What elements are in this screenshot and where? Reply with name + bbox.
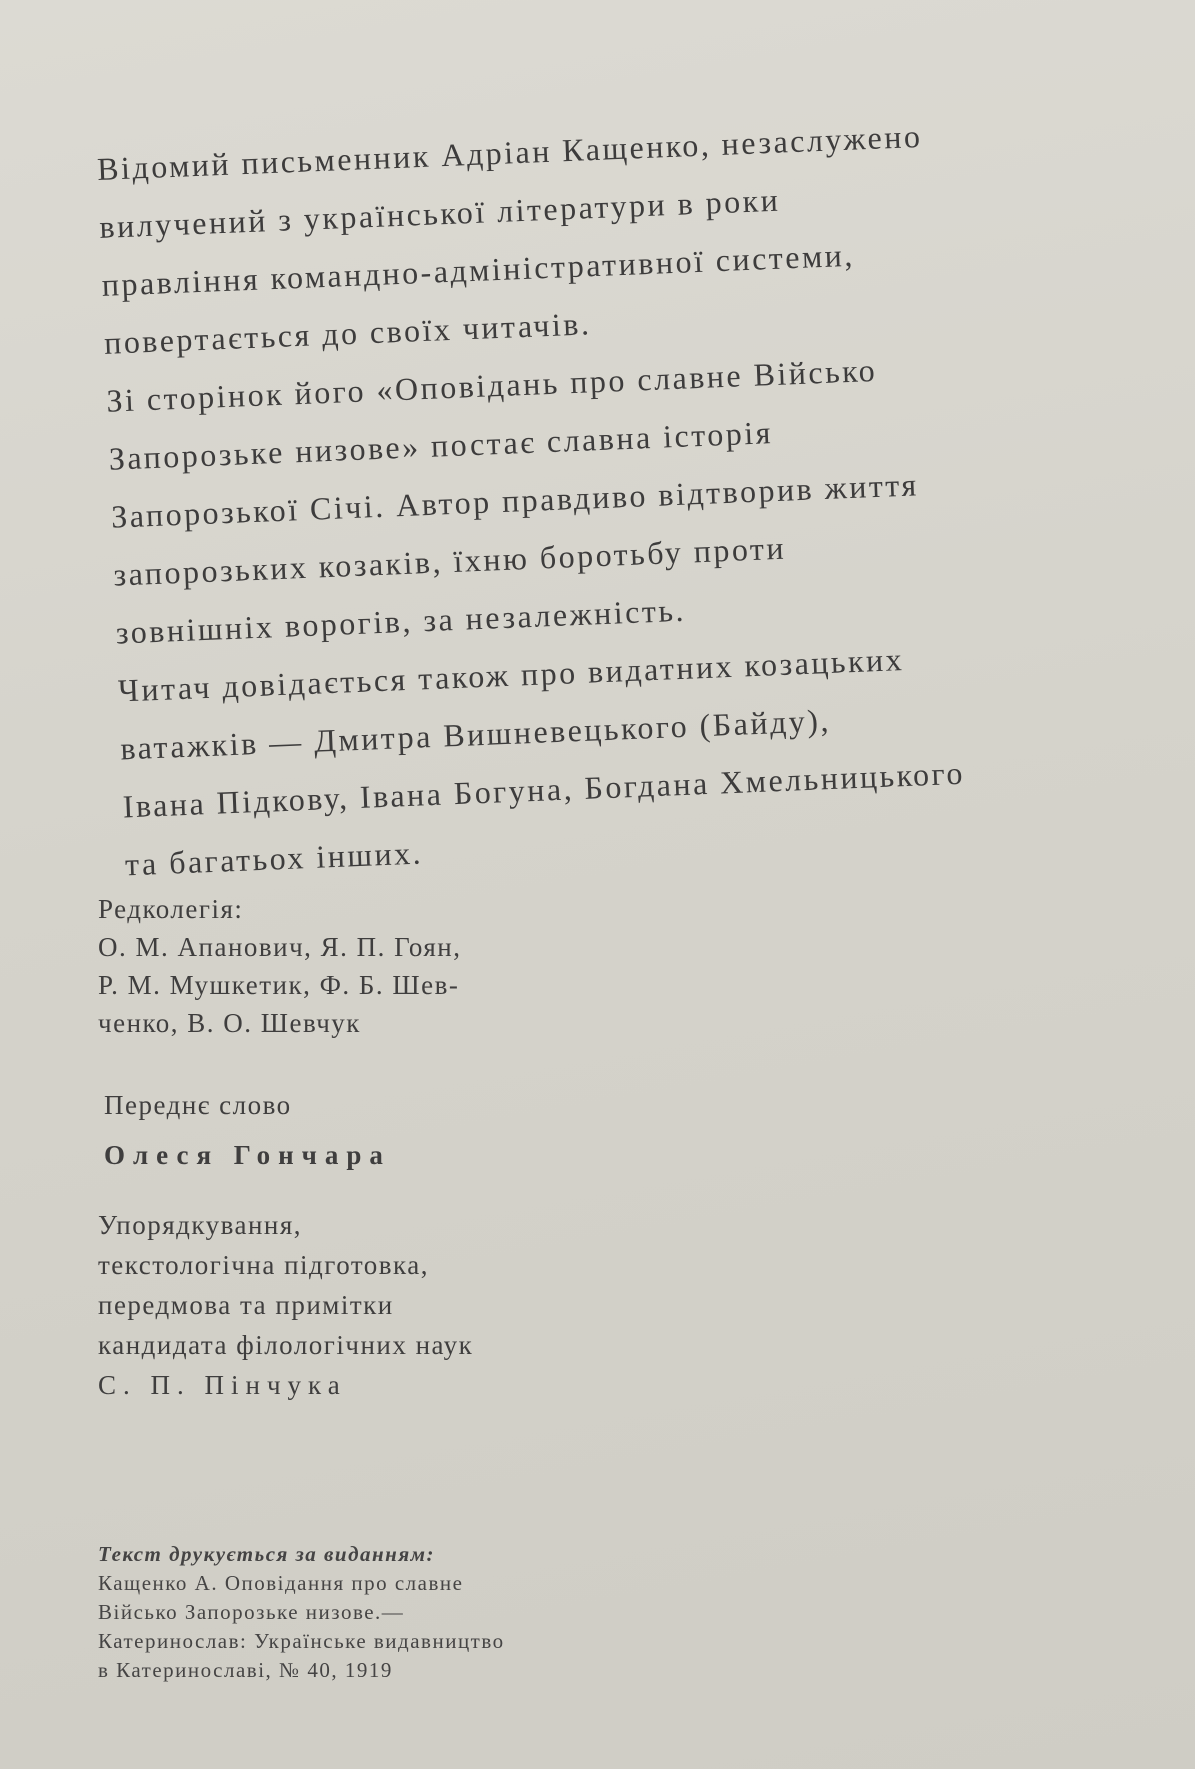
editorial-board-line-3: ченко, В. О. Шевчук: [98, 1008, 361, 1038]
annotation-line-4: повертається до своїх читачів.: [103, 305, 592, 361]
editorial-board-line-1: О. М. Апанович, Я. П. Гоян,: [98, 932, 462, 962]
source-line-4: в Катеринославі, № 40, 1919: [98, 1658, 393, 1682]
source-line-1: Кащенко А. Оповідання про славне: [98, 1571, 464, 1595]
compiler-line-3: передмова та примітки: [98, 1290, 394, 1320]
annotation-line-6: Запорозьке низове» постає славна історія: [108, 414, 774, 477]
compiler-credit: [98, 1205, 798, 1405]
compiler-line-4: кандидата філологічних наук: [98, 1330, 474, 1360]
foreword-author: Олеся Гончара: [104, 1140, 391, 1170]
annotation-line-9: зовнішніх ворогів, за незалежність.: [115, 591, 687, 651]
compiler-line-2: текстологічна підготовка,: [98, 1250, 429, 1280]
editorial-board-label: Редколегія:: [98, 894, 244, 924]
compiler-name: С. П. Пінчука: [98, 1370, 347, 1400]
editorial-board-line-2: Р. М. Мушкетик, Ф. Б. Шев-: [98, 970, 460, 1000]
annotation-line-5: Зі сторінок його «Оповідань про славне Військо: [105, 351, 878, 419]
annotation-line-1: Відомий письменник Адріан Кащенко, незаслужено: [96, 117, 924, 187]
annotation-line-13: та багатьох інших.: [124, 834, 424, 883]
foreword-label: Переднє слово: [104, 1090, 292, 1120]
annotation-block: [96, 99, 1155, 894]
foreword-credit: [104, 1080, 804, 1180]
source-line-3: Катеринослав: Українське видавництво: [98, 1629, 505, 1653]
annotation-line-12: Івана Підкову, Івана Богуна, Богдана Хмельницького: [122, 754, 966, 825]
annotation-line-8: запорозьких козаків, їхню боротьбу проти: [112, 529, 787, 593]
compiler-line-1: Упорядкування,: [98, 1210, 303, 1240]
editorial-board: [98, 890, 798, 1042]
source-line-2: Військо Запорозьке низове.—: [98, 1600, 405, 1624]
annotation-line-7: Запорозької Січі. Автор правдиво відтворив життя: [110, 466, 920, 535]
source-label: Текст друкується за виданням:: [98, 1542, 436, 1566]
annotation-line-10: Читач довідається також про видатних козацьких: [117, 641, 905, 709]
annotation-line-2: вилучений з української літератури в роки: [98, 181, 781, 245]
annotation-line-3: правління командно-адміністративної системи,: [101, 236, 856, 303]
annotation-line-11: ватажків — Дмитра Вишневецького (Байду),: [119, 701, 832, 767]
source-edition-note: [98, 1540, 798, 1685]
